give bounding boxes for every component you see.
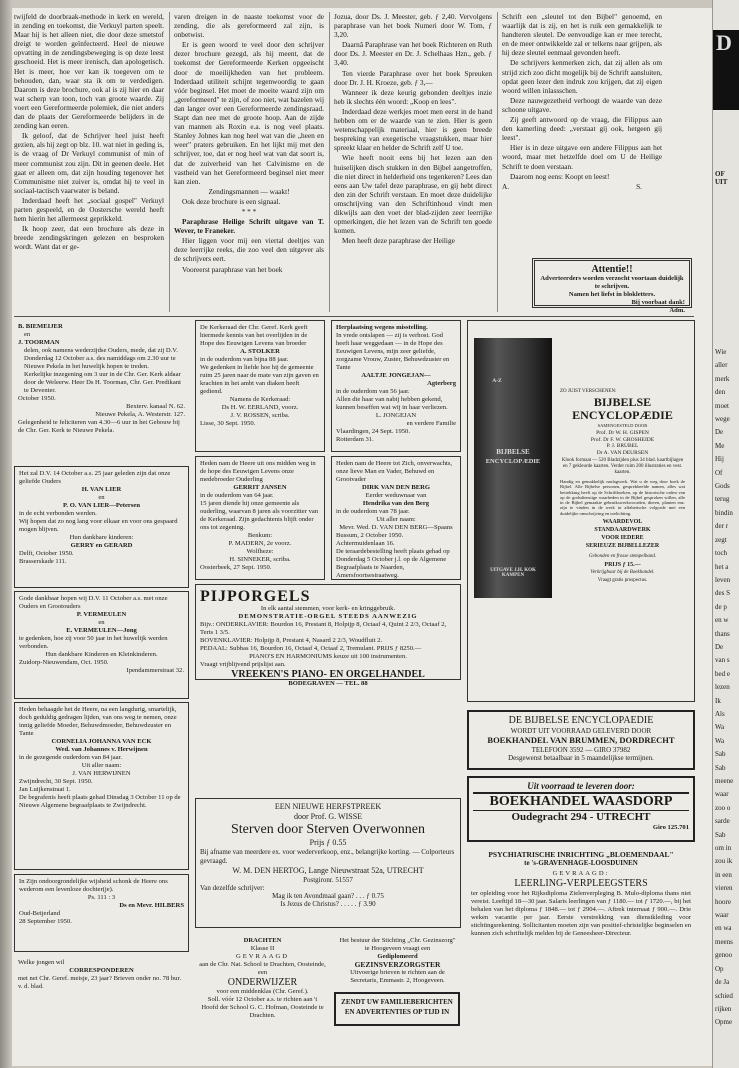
ad-text: Postgironr. 51557 [303, 876, 353, 884]
ad-text: Nieuwe Pekela, A. Westerstr. 127. [95, 411, 185, 418]
ad-title: DE BIJBELSE ENCYCLOPAEDIE [508, 715, 654, 726]
next-page-fragment: bed e [715, 669, 730, 678]
ad-text: Lisse, 30 Sept. 1950. [200, 420, 256, 427]
ad-text: Oosterbeek, 27 Sept. 1950. [200, 564, 272, 571]
book-spine-az: A-Z [492, 378, 502, 384]
next-page-fragment: de Ja [715, 978, 730, 987]
review-heading: Paraphrase Heilige Schrift uitgave van T. Wever, te Franeker. [174, 217, 324, 236]
ad-title: GEZINSVERZORGSTER [354, 960, 441, 969]
ad-text: Het bestuur der Stichting „Chr. Gezinszorg" te Hoogeveen vraagt een [339, 937, 456, 952]
birth-notice-hilbers [14, 874, 189, 952]
next-page-fragment: den [715, 388, 726, 397]
ad-text: in de echt verbonden werden. [19, 510, 97, 517]
next-page-fragment: De [715, 642, 724, 651]
ad-text: Namens de Kerkeraad: [229, 396, 291, 403]
ad-text: DEMONSTRATIE-ORGEL STEEDS AANWEZIG [238, 613, 418, 620]
ad-text: en [98, 494, 105, 501]
ad-text: Kerkelijke inzegening om 3 uur in de Chr. Ger. Kerk aldaar door de Weleerw. Heer Ds H. Toorman, Chr. Ger. Predikant te Deventer. [24, 371, 181, 394]
next-page-fragment: en w [715, 616, 729, 625]
attentie-line: Bij voorbaat dank! [631, 299, 685, 306]
next-page-fragment: zegt [715, 535, 727, 544]
article-paragraph: Jozua, door Ds. J. Meester, geb. ƒ 2,40. Vervolgens paraphrase van het boek Numeri door W. Tom, ƒ 3,20. [334, 12, 492, 40]
correspondence-ad [14, 956, 189, 1006]
ad-text: Heden nam de Heere uit ons midden weg in de hope des Eeuwigen Levens onze medebroeder Ouderling [200, 460, 316, 483]
ad-text: en [98, 619, 105, 626]
next-page-fragment: zou ik [715, 857, 733, 866]
next-page-fragment: vieren [715, 884, 733, 893]
next-page-fragment: Ik [715, 696, 721, 705]
ad-text: ter opleiding voor het Rijksdiploma Zielenverpleging B. Mulo-diploma thans niet vereist. Leeftijd 18—30 jaar. Salaris leerlingen van ƒ 1180.— tot ƒ 1720.—, bij het behalen van het diploma ƒ 1848.— tot ƒ 2904.—. Aftrek internaat ƒ 900.—. Drie weken vacantie per jaar. Eerste verstrekking van dienstkleding voor stichtingsrekening. Sollicitanten moeten zijn van positief-christelijke beginselen en kunnen zich schriftelijk melden bij de Geneesheer-Directeur. [471, 890, 691, 937]
ad-text: in de gezegende ouderdom van 84 jaar. [19, 754, 123, 761]
next-page-fragment: in een [715, 870, 732, 879]
ad-text: voor een middenklas (Chr. Geref.). [216, 988, 309, 995]
ad-text: Heden nam de Heere tot Zich, onverwachts, onze lieve Man en Vader, Behuwd en Grootvader [336, 460, 453, 483]
ad-text: In elk aantal stemmen, voor kerk- en kringgebruik. [260, 605, 396, 612]
ad-author: Prof. Dr F. W. GROSHEIDE [590, 436, 655, 443]
ad-text: Bussum, 2 October 1950. [336, 532, 404, 539]
ad-name: J. TOORMAN [18, 339, 60, 346]
ad-text: te 's-GRAVENHAGE-LOOSDUINEN [524, 859, 638, 867]
article-paragraph: Hier is in deze uitgave een andere Filippus aan het woord, maar met hetzelfde doel om U de Heilige Schrift te doen verstaan. [502, 143, 662, 171]
obituary-vandenberg [331, 456, 461, 580]
ad-text: Rotterdam 31. [336, 436, 374, 443]
drachten-ad [195, 934, 330, 1019]
ad-name: P. O. VAN LIER—Petersen [63, 502, 140, 509]
ad-text: PEDAAL: Subbas 16, Bourdon 16, Octaaf 4, Octaaf 2, Tremulant. PRIJS ƒ 8250.— [200, 645, 422, 652]
next-page-fragment: meene [715, 777, 734, 785]
next-page-fragment: Wa [715, 736, 725, 745]
ad-text: Gediplomeerd [377, 953, 418, 960]
next-page-fragment: thans [715, 629, 730, 638]
article-paragraph: Deze nauwgezetheid verhoogt de waarde van deze schoone uitgave. [502, 95, 662, 114]
next-page-fragment: Sab [715, 763, 726, 772]
article-paragraph: Vooreerst paraphrase van het boek [182, 264, 283, 274]
next-page-fragment: het a [715, 562, 729, 571]
ad-text: Uit voorraad te leveren door: [527, 781, 635, 791]
article-column-1 [14, 12, 164, 252]
article-column-3 [334, 12, 492, 246]
article-paragraph: varen dreigen in de naaste toekomst voor de zending, die als gereformeerd zal zijn, is onbetwist. [174, 12, 324, 40]
next-page-fragment: waar [715, 790, 729, 799]
ad-text: Allen die haar van nabij hebben gekend, kunnen beseffen wat wij in haar verliezen. [336, 396, 448, 411]
ad-text: Uit aller naam: [376, 516, 416, 523]
ad-name: CORRESPONDEREN [69, 967, 134, 974]
ad-text: SAMENGESTELD DOOR [597, 423, 648, 428]
ad-name: Agterberg [427, 380, 456, 387]
newspaper-page [12, 8, 712, 1066]
ad-text: Hun dankbare Kinderen en Kleinkinderen. [45, 651, 158, 658]
ad-text: en verdere Familie [406, 420, 456, 427]
ad-text: Oud-Beijerland [19, 910, 61, 917]
ad-text: en [24, 331, 31, 338]
ad-text: BODEGRAVEN — TEL. 88 [288, 680, 368, 687]
next-page-fragment: Me [715, 441, 725, 450]
article-paragraph: Ook deze brochure is een signaal. [182, 196, 281, 206]
ad-text: Bij afname van meerdere ex. voor wederverkoop, enz., belangrijke korting. — Colporteurs gevraagd. [200, 848, 455, 865]
ad-text: Achtermuidenlaan 16. [336, 540, 395, 547]
ad-text: Vraagt vrijblijvend prijslijst aan. [200, 661, 286, 668]
ad-text: J. V. ROSSEN, scriba. [230, 412, 290, 419]
attentie-signature: Adm. [669, 307, 685, 314]
ad-name: CORNELIA JOHANNA VAN ECK [51, 738, 152, 745]
ad-text: delen, ook namens wederzijdse Ouders, mede, dat zij D.V. Donderdag 12 October a.s. des namiddags om 2.30 uur te Nieuwe Pekela in het huwelijk hopen te treden. [24, 347, 178, 370]
ad-text: TELEFOON 3592 — GIRO 37982 [531, 746, 631, 754]
next-page-fragment: hoore [715, 897, 731, 906]
ad-text: Eerder weduwnaar van [365, 492, 427, 499]
ad-name: GERRIT JANSEN [233, 484, 287, 491]
ad-text: PIANO'S EN HARMONIUMS keuze uit 100 instrumenten. [249, 653, 407, 660]
ad-text: BOVENKLAVIER: Holpijp 8, Prestant 4, Nasard 2 2/3, Woudfluit 2. [200, 637, 383, 644]
ad-price: PRIJS ƒ 15.— [604, 562, 641, 569]
gezinsverzorgster-ad [334, 934, 461, 990]
next-page-fragment: Opme [715, 1018, 733, 1027]
ad-text: Bijv.: ONDERKLAVIER: Bourdon 16, Prestant 8, Holpijp 8, Octaaf 4, Quint 2 2/3, Octaaf 2, Terts 1 3/5. [200, 621, 447, 636]
vanbrummen-ad [467, 710, 695, 770]
next-page-fragment: de p [715, 602, 727, 611]
page-edge-shadow [0, 0, 12, 1068]
ad-name: B. BIEMEIJER [18, 323, 63, 330]
ad-name: A. STOLKER [240, 348, 280, 355]
ad-text: Klook formaat — 520 Bladzijden plus 34 blad. kaartbijlagen en 7 gekleurde kaarten. Verder ruim 200 illustraties en vest. kaarten. [561, 458, 684, 475]
waasdorp-ad [467, 776, 695, 842]
ad-text: L. JONGEJAN [375, 412, 417, 419]
ad-company: BOEKHANDEL VAN BRUMMEN, DORDRECHT [487, 735, 675, 745]
next-page-fragment: Of [715, 468, 723, 477]
ad-text: Welke jongen wil [18, 959, 65, 966]
next-page-fragment: aller [715, 361, 728, 370]
ad-text: In Zijn ondoorgrondelijke wijsheid schonk de Heere ons wederom een levenloze dochter(je). [19, 878, 168, 893]
herfstpreek-ad [195, 798, 461, 928]
ad-text: EEN NIEUWE HERFSTPREEK [274, 802, 382, 811]
ad-text: Jan Luijkenstraat 1. [19, 786, 71, 793]
ad-text: Wij hopen dat zo nog lang voor elkaar en voor ons gespaard mogen blijven. [19, 518, 178, 533]
article-paragraph: Ik geloof, dat de Schrijver heel juist heeft gezien, als hij zegt op blz. 10. wat niet in geding is, is de vraag of Dr Verkuyl communist of min of meer communist zou zijn. Dit in geenen deele. Het gaat er alleen om, dat zijn houding tegenover het Communisme niet zuiver is, omdat hij te veel in sociaal-tactisch vaarwater is beland. [14, 131, 164, 195]
bloemendaal-ad [467, 848, 695, 948]
obituary-jansen [195, 456, 325, 580]
article-paragraph: Zij geeft antwoord op de vraag, die Filippus aan den kamerling deed: „verstaat gij ook, hetgeen gij leest". [502, 115, 662, 143]
ad-title: BIJBELSE [593, 395, 652, 409]
ad-text: Het zal D.V. 14 October a.s. 25 jaar geleden zijn dat onze geliefde Ouders [19, 470, 171, 485]
ad-text: Ds H. W. EERLAND, voorz. [221, 404, 299, 411]
ad-address: Oudegracht 294 - UTRECHT [511, 811, 651, 823]
ad-text: Van dezelfde schrijver: [200, 884, 265, 892]
ad-title: ENCYCLOPÆDIE [572, 408, 673, 422]
next-page-fragment: UIT [715, 178, 728, 186]
ad-text: Mag ik ten Avondmaal gaan? . . . ƒ 0.75 [272, 892, 384, 900]
next-page-fragment: merk [715, 374, 730, 383]
next-page-fragment: zoo o [715, 803, 731, 812]
ad-name: AALTJE JONGEJAN— [361, 372, 431, 379]
ad-text: Wolfheze: [246, 548, 274, 555]
next-page-fragment: leven [715, 575, 731, 584]
article-column-2 [174, 12, 324, 275]
article-paragraph: Inderdaad heeft het „sociaal gospel" Verkuyl parten gespeeld, en de Oostersche wereld heeft hem hierin het allermeest geprikkeld. [14, 195, 164, 224]
ad-text: Brasserskade 111. [19, 558, 67, 565]
ad-text: met net Chr. Geref. meisje, 23 jaar? Brieven onder no. 78 bur. v. d. blad. [18, 975, 181, 990]
ad-text: We gedenken in liefde hoe hij de gemeente ruim 25 jaren naar de mate van zijn gaven en krachten in het ambt van diaken heeft gediend. [200, 364, 319, 395]
next-page-fragment: Sab [715, 830, 726, 839]
next-page-fragment: Wa [715, 723, 725, 732]
ad-text: door Prof. G. WISSE [293, 812, 363, 821]
next-page-fragment: en wa [715, 924, 732, 933]
encyclopaedie-text [560, 388, 685, 696]
ad-text: Uit aller naam: [81, 762, 122, 769]
column-rule [497, 12, 498, 312]
ad-text: Benkum: [247, 532, 273, 539]
anniversary-announcement-vanlier [14, 466, 189, 588]
book-spine-title: ENCYCLOPÆDIE [485, 458, 541, 465]
ad-text: Vlaardingen, 24 Sept. 1950. [336, 428, 410, 435]
wedding-announcement-biemeijer [14, 320, 189, 464]
attentie-notice [532, 258, 692, 314]
ad-text: Vraagt gratis prospectus. [597, 578, 648, 584]
attentie-title: Attentie!! [591, 264, 633, 275]
ad-text: Soll. vóór 12 October a.s. te richten aan 't Hoofd der School G. C. Hofman, Oosteinde te Drachten. [201, 996, 324, 1019]
ad-title: PIJPORGELS [200, 588, 311, 605]
ad-title: LEERLING-VERPLEEGSTERS [514, 878, 648, 889]
column-rule [329, 12, 330, 312]
ad-author: Prof. Dr W. H. GISPEN [596, 430, 649, 436]
ad-text: Ipendammerstraat 32. [126, 667, 184, 674]
ad-text: Zuidorp-Nieuwendam, Oct. 1950. [19, 659, 109, 666]
article-paragraph: Ten vierde Paraphrase over het boek Spreuken door Dr. J. H. Kroeze, geb. ƒ 3,— [334, 68, 492, 87]
ad-name: DIRK VAN DEN BERG [361, 484, 431, 491]
article-paragraph: Daarnâ Paraphrase van het boek Richteren en Ruth door Ds. J. Meester en Dr. J. Schelhaas Hzn., geb. ƒ 3,40. [334, 40, 492, 68]
ad-name: J. VAN HERWIJNEN [72, 770, 131, 777]
obituary-stolker [195, 320, 325, 452]
notice-text: ZENDT UW FAMILIEBERICHTEN [341, 998, 453, 1006]
next-page-fragment: genoo [715, 951, 733, 960]
ad-text: Verkrijgbaar bij de Boekhandel. [590, 570, 655, 576]
ad-slogan: VOOR IEDERE [601, 535, 644, 542]
next-page-fragment: der r [715, 522, 729, 531]
article-paragraph: Er is geen woord te veel door den schrijver dezer brochure gezegd, als hij meent, dat de toekomst der Gereformeerde Kerken opgeeischt door de moeilijkheden van het probleem. Inderdaad utiliteit schijnt tegenwoordig te gaan vóór beginsel. Het moet de moeite waard zijn om „gereformeerd" te zijn, of zoo niet, wat bazelen wij dan langer over een Gereformeerde zendingsraad. Stapt dan nee met de groote hoop. Aan de zijde van mannen als Roxin e.a. is nog veel plaats. Stanley Johnes kan nog heel wat van die „heen en weer" praters gebruiken. En het lijkt mij met den schrijver, toe, dat er nog heel wat van dat soort is, dat de zuiverheid van het Calvinisme en de vastheid van het Gereformeerd beginsel niet meer kan zien. [174, 40, 324, 186]
ad-text: in de ouderdom van bijna 88 jaar. [200, 356, 289, 363]
ad-text: Heden behaagde het de Heere, na een langdurig, smartelijk, doch geduldig gedragen lijden, van ons weg te nemen, onze innig geliefde Moeder, Behuwdmoeder, Behuwdzuster en Tante [19, 706, 177, 737]
next-page-edge [712, 0, 739, 1068]
ad-text: Gode dankbaar hopen wij D.V. 11 October a.s. met onze Ouders en Grootouders [19, 595, 168, 610]
ad-name: E. VERMEULEN—Jong [66, 627, 137, 634]
ad-text: in de ouderdom van 78 jaar. [336, 508, 410, 515]
ad-title: Sterven door Sterven Overwonnen [230, 822, 425, 837]
initial-s: S. [636, 181, 642, 191]
next-page-fragment: Sab [715, 750, 726, 759]
next-page-fragment: terug [715, 495, 730, 504]
next-page-fragment: toch [715, 549, 728, 558]
article-paragraph: Wie heeft nooit eens bij het lezen aan den huiselijken disch stukken in den Bijbel aangetroffen, die niet direct in helderheid ons tegenkeren? Lees dan eens aan Uw tafel deze paraphrase, en gij hebt direct den zin der Schrift verstaan. En moet deze duidelijke omschrijving van den Schriftinhoud vindt men dikwijls aan den voet der blad-zijden zeer leerrijke opmerkingen, die het lezen van de Schrift ten goede komen. [334, 153, 492, 236]
ad-text: 28 September 1950. [19, 918, 72, 925]
ad-text: in de ouderdom van 56 jaar. [336, 388, 410, 395]
ad-text: Uitvoerige brieven te richten aan de Secretaris, Emmastr. 2, Hoogeveen. [350, 969, 445, 984]
next-page-fragment: waar [715, 911, 729, 920]
ad-title: PSYCHIATRISCHE INRICHTING „BLOEMENDAAL" [488, 850, 674, 859]
ad-text: Is Jezus de Christus? . . . . . ƒ 3.90 [280, 900, 376, 908]
ad-text: Mevr. Wed. D. VAN DEN BERG—Spaans [339, 524, 453, 531]
ad-name: P. VERMEULEN [76, 611, 127, 618]
next-page-fragment: schied [715, 991, 733, 1000]
next-page-fragment: bindin [715, 508, 733, 517]
ad-name: H. VAN LIER [81, 486, 122, 493]
article-column-4 [502, 12, 662, 191]
ad-name: Hendrika van den Berg [362, 500, 430, 507]
ad-text: DRACHTEN [243, 937, 282, 944]
ad-text: H. SINNEKER, scriba. [229, 556, 291, 563]
attentie-line: Adverteerders worden verzocht voortaan duidelijk te schrijven. [540, 275, 684, 290]
column-rule [169, 12, 170, 312]
ad-text: In vrede ontslapen — zij is verhost. God heeft haar weggedaan — in de Hope des Eeuwigen Levens, mijn zeer geliefde, zorgzame Vrouw, Zuster, Behuwdzuster en Tante [336, 332, 450, 371]
attentie-line: Namen het liefst in blokletters. [568, 291, 656, 298]
next-page-fragment: meens [715, 937, 733, 946]
ad-text: GEVRAAGD [236, 953, 289, 960]
ad-name: GERRY en GERARD [70, 542, 133, 549]
ad-text: ZO JUIST VERSCHENEN: [560, 389, 617, 394]
ad-text: Delft, October 1950. [19, 550, 74, 557]
ad-text: Handig en gemakkelijk naslagwerk. Wat u de weg door boek de Bijbel. Alle Bijbelse personen, gesprekbeelde namen, alles wat betrekking heeft op de Schriftboeken, op de historische orden van op de godsdienstige waarheden in de Bijbel gesproken willen, alle in de Bijbel gemaakte gebruikswerkwoorden, dieren, planten enz. zijn te vinden in de werk in alfabetische volgorde met een duidelijke omschrijving en toelichting. [560, 479, 685, 516]
article-paragraph: Hier liggen voor mij een viertal deeltjes van deze leerrijke reeks, die zoo veel den uitgever als de schrijvers eert. [174, 236, 324, 264]
ad-text: Bexterv. kanaal N. 62. [126, 403, 185, 410]
ad-text: WORDT UIT VOORRAAD GELEVERD DOOR [510, 727, 652, 735]
article-paragraph: Wanneer ik deze keurig gebonden deeltjes inzie heb ik slechts één woord: „Koop en lees". [334, 87, 492, 106]
ad-price: Prijs ƒ 0.55 [309, 838, 347, 847]
ad-text: De Kerkeraad der Chr. Geref. Kerk geeft hiermede kennis van het overlijden in de Hope des Eeuwigen Levens van broeder [200, 324, 308, 347]
article-paragraph: Schrift een „sleutel tot den Bijbel" genoemd, en waarlijk dat is zij, en het is ruik een gemakkelijk te handteren sleutel. De eenvoudige kan er mee terecht, en de meer ontwikkelde zal er telkens naar grijpen, als hij deze sleutel eenmaal gevonden heeft. [502, 12, 662, 58]
next-page-fragment: OF [715, 170, 725, 178]
ad-text: Hun dankbare kinderen: [69, 534, 134, 541]
book-illustration [474, 338, 552, 598]
article-paragraph: De schrijvers kenmerken zich, dat zij allen als om strijd zich zoo dicht mogelijk bij de Schrift aansluiten, opdat geen lezer den indruk zou krijgen, dat zij eigen woord willen inlassschen. [502, 58, 662, 95]
next-page-fragment: van s [715, 656, 730, 665]
ad-text: October 1950. [18, 395, 56, 402]
ad-text: Desgewenst betaalbaar in 5 maandelijkse termijnen. [508, 754, 654, 762]
pijporgels-ad [195, 584, 461, 687]
next-page-fragment: Wie [715, 348, 727, 356]
ad-title: ONDERWIJZER [227, 977, 298, 988]
next-page-masthead: D [713, 30, 739, 110]
ad-slogan: SERIEUZE BIJBELLEZER [585, 543, 660, 550]
book-spine-title: BIJBELSE [496, 448, 530, 456]
article-paragraph: Daarom nog eens: Koopt en leest! [510, 171, 610, 181]
ad-text: De teraardebestelling heeft plaats gehad op Donderdag 5 October j.l. op de Algemene Begraafplaats te Naarden, Amersfoortsestraatweg. [336, 548, 450, 579]
ad-text: De begrafenis heeft plaats gehad Dinsdag 3 October 11 op de Nieuwe Algemene begraafplaats te Zwijndrecht. [19, 794, 181, 809]
initial-a: A. [502, 181, 510, 191]
ad-text: te gedenken, hoe zij voor 50 jaar in het huwelijk werden verbonden. [19, 635, 168, 650]
article-paragraph: Men heeft deze paraphrase der Heilige [342, 236, 455, 246]
obituary-vaneck [14, 702, 189, 870]
ad-text: P. MADERN, 2e voorz. [228, 540, 292, 547]
ad-text: GEVRAAGD: [552, 870, 610, 877]
ad-text: in de ouderdom van 64 jaar. [200, 492, 274, 499]
article-paragraph: Ik hoop zeer, dat een brochure als deze in breede zendingskringen gelezen en besproken wordt. Want dat er ge- [14, 224, 164, 252]
next-page-fragment: sarde [715, 817, 730, 826]
ad-company: BOEKHANDEL WAASDORP [473, 792, 689, 811]
article-paragraph: Inderdaad deze werkjes moet men eerst in de hand hebben om er de waarde van te zien. Hier is geen wetenschappelijk materiaal, hier is geen breede bespreking van exegetische vraagstukken, maar hier spreekt klaar en helder de Schrift zelf U toe. [334, 106, 492, 153]
anniversary-announcement-vermeulen [14, 591, 189, 699]
ad-header: Herplaatsing wegens misstelling. [336, 324, 428, 331]
next-page-fragment: wege [715, 415, 730, 424]
article-paragraph: twijfeld de doorbraak-methode in kerk en wereld, in zending en toekomst, die Verkuyl parten speelt. Maar hij is het alleen niet, die door deze smetstof dreigt te worden geïnfecteerd. Heel de nieuwe opvatting in de zendingsbeweging is op deze leest geschoeid. Het is meer irenisch, dan apologetisch. Het is meer, hoe ver kan ik toegeven om te behouden, dan, waar sta ik om te verdedigen. Daarom is deze brochure, ook al is zij hier en daar wat scherp van toon, toch van groote waarde. Zij voert een Gereformeerde polemiek, die niet anders dan de plaats der Gereformeerde belijders in de zending kan eeren. [14, 12, 164, 131]
book-spine-publisher: UITGAVE J.H. KOK KAMPEN [490, 568, 536, 578]
ad-author: Dr A. VAN DEURSEN [596, 449, 649, 456]
ad-text: Zwijndrecht, 30 Sept. 1950. [19, 778, 93, 785]
next-page-fragment: Gods [715, 482, 730, 491]
next-page-fragment: Hij [715, 455, 724, 464]
ad-company: W. M. DEN HERTOG, Lange Nieuwstraat 52a, UTRECHT [232, 866, 424, 875]
next-page-text [713, 346, 739, 1030]
obituary-jongejan [331, 320, 461, 452]
next-page-fragment: De [715, 428, 724, 437]
author-initials [502, 182, 662, 191]
notice-text: EN ADVERTENTIES OP TIJD IN [344, 1008, 450, 1016]
next-page-fragment: lezen [715, 683, 730, 692]
ad-text: 15 jaren diende hij onze gemeente als ouderling, waarvan 8 jaren als voorzitter van de Kerkeraad. Zijn gedachtenis blijft onder ons tot zegening. [200, 500, 319, 531]
ad-company: VREEKEN'S PIANO- EN ORGELHANDEL [231, 669, 425, 680]
ad-author: P. J. BRUBEL [606, 443, 639, 449]
next-page-fragment: moet [715, 401, 729, 410]
next-page-fragment: om in [715, 844, 732, 853]
zendt-notice [334, 992, 460, 1026]
ad-text: aan de Chr. Nat. School te Drachten, Oosteinde, een [199, 961, 326, 976]
ad-text: Giro 125.701 [652, 824, 689, 831]
article-paragraph: Zendingsmannen — waakt! [208, 186, 290, 196]
ad-text: Ps. 111 : 3 [87, 894, 116, 901]
section-divider [14, 316, 694, 317]
next-page-fragment: Op [715, 964, 724, 973]
ad-text: Gebonden en frosse stempelband. [588, 554, 657, 560]
ad-text: Gelegenheid te feliciteren van 4.30—6 uur in het Gebouw bij de Chr. Ger. Kerk te Nieuwe Pekela. [18, 419, 180, 434]
ad-slogan: WAARDEVOL [602, 519, 643, 526]
ad-name: Ds en Mevr. HILBERS [119, 902, 184, 909]
ad-name: Wed. van Johannes v. Herwijnen [55, 746, 148, 753]
next-page-fragment: Als [715, 709, 725, 718]
next-page-fragment: rijken [715, 1004, 732, 1013]
section-stars: * * * [241, 206, 257, 216]
ad-slogan: STANDAARDWERK [594, 527, 651, 534]
next-page-fragment: des S [715, 589, 730, 598]
ad-text: Klasse II [250, 945, 275, 952]
